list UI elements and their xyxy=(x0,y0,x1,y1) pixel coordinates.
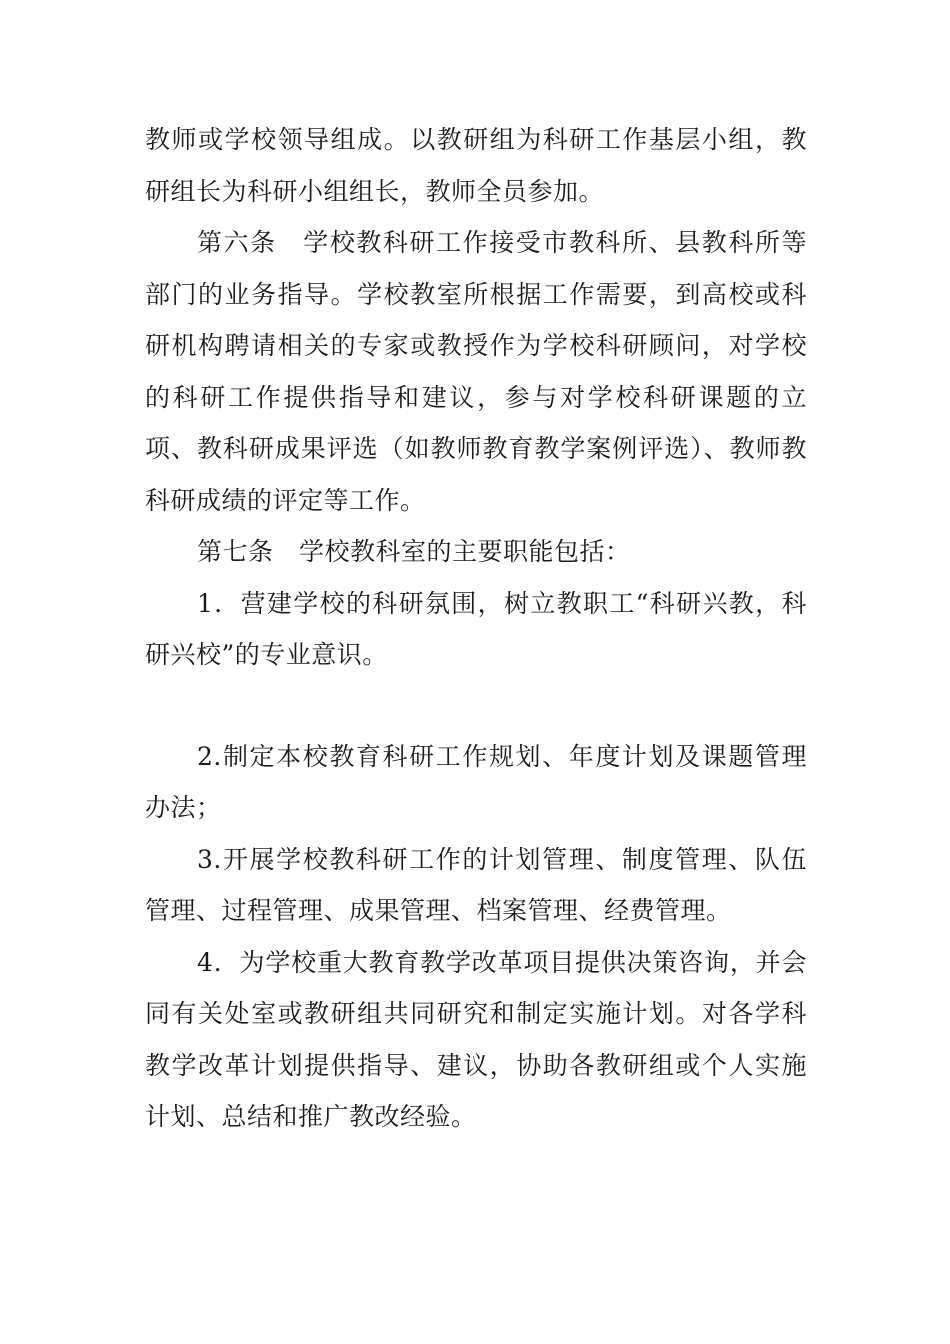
list-item-4: 4．为学校重大教育教学改革项目提供决策咨询，并会同有关处室或教研组共同研究和制定实施计划。对各学科教学改革计划提供指导、建议，协助各教研组或个人实施计划、总结和推广教改经验。 xyxy=(145,947,807,1131)
list-item-3: 3.开展学校教科研工作的计划管理、制度管理、队伍管理、过程管理、成果管理、档案管理、经费管理。 xyxy=(145,844,807,925)
list-item-1: 1．营建学校的科研氛围，树立教职工“科研兴教，科研兴校”的专业意识。 xyxy=(145,588,807,669)
paragraph-continuation: 教师或学校领导组成。以教研组为科研工作基层小组，教研组长为科研小组组长，教师全员参加。 xyxy=(145,125,807,206)
blank-gap xyxy=(145,681,807,731)
list-item-2: 2.制定本校教育科研工作规划、年度计划及课题管理办法； xyxy=(145,741,807,822)
paragraph-article-six: 第六条 学校教科研工作接受市教科所、县教科所等部门的业务指导。学校教室所根据工作需要，到高校或科研机构聘请相关的专家或教授作为学校科研顾问，对学校的科研工作提供指导和建议，参与对学校科研课题的立项、教科研成果评选（如教师教育教学案例评选）、教师教科研成绩的评定等工作。 xyxy=(145,228,807,515)
paragraph-article-seven: 第七条 学校教科室的主要职能包括： xyxy=(197,537,631,566)
document-body xyxy=(145,114,807,1143)
